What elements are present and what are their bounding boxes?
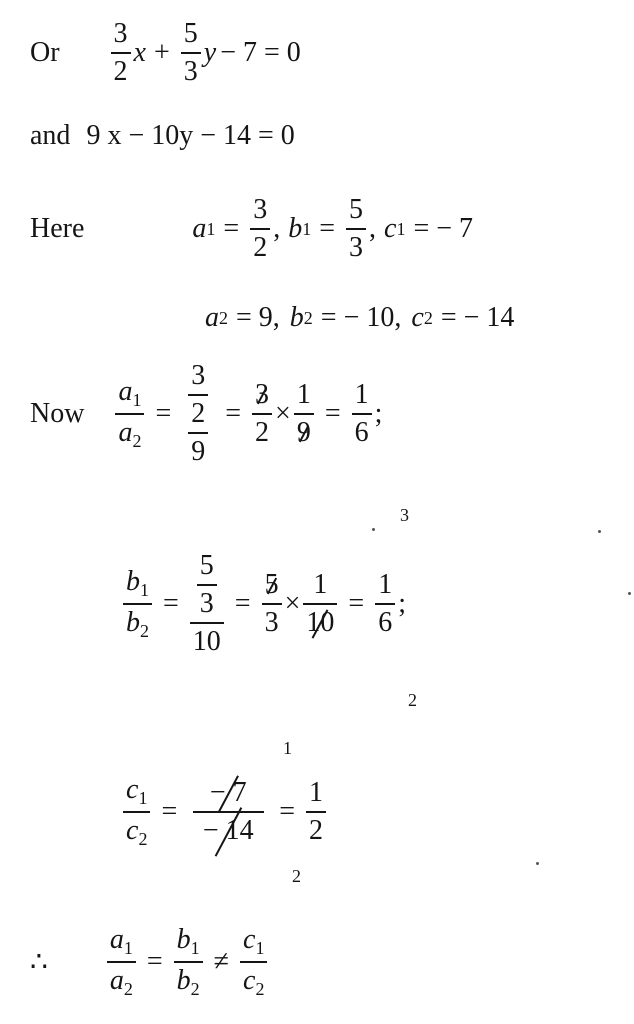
b2-subscript: 2: [303, 307, 313, 328]
cancel-note-b: 2: [408, 690, 417, 710]
result-c: $\frac{1}{2}$: [306, 779, 326, 845]
a1-subscript: 1: [206, 218, 216, 239]
c2-symbol: c: [411, 302, 424, 333]
scan-speck: [628, 592, 631, 595]
coefficients-line-2: [205, 302, 514, 334]
therefore-symbol: ∴: [30, 947, 48, 978]
cancel-note-a: 3: [400, 505, 409, 525]
scan-speck: [372, 528, 375, 531]
equals-sign: =: [225, 398, 242, 429]
multiplier-a-2: $\frac{1}{9}$: [294, 381, 314, 447]
cancel-note-c-top: 1: [283, 738, 292, 758]
equation-line-2: [30, 120, 295, 152]
line-lead-now: Now: [30, 398, 85, 429]
a2-subscript: 2: [219, 307, 228, 328]
b1-subscript: 1: [302, 218, 312, 239]
equals-sign: =: [146, 946, 163, 977]
equals-sign: =: [163, 588, 179, 619]
conclusion-line: [30, 926, 270, 998]
equals-sign: =: [348, 588, 365, 619]
a1-symbol: a: [192, 213, 207, 244]
ratio-c1-c2-final: $\frac{c_1}{c_2}$: [240, 926, 267, 998]
line-lead-or: Or: [30, 37, 60, 68]
result-a: $\frac{1}{6}$: [352, 381, 372, 447]
compound-fraction-b: $\frac{\frac{5}{3}}{10}$: [190, 552, 224, 656]
comma: ,: [369, 213, 376, 244]
b2-symbol: b: [289, 302, 304, 333]
multiplier-b-2: $\frac{1}{10}$: [303, 571, 337, 637]
multiplier-a-1: $\frac{3}{2}$: [252, 381, 272, 447]
comma: ,: [273, 213, 281, 244]
equals-sign: =: [279, 796, 296, 827]
semicolon: ;: [374, 398, 383, 429]
ratio-a1-a2: $\frac{a_1}{a_2}$: [115, 378, 144, 450]
compound-fraction-a: $\frac{\frac{3}{2}}{9}$: [182, 362, 214, 466]
a2-value: = 9,: [236, 302, 280, 333]
scan-speck: [598, 530, 601, 533]
line2-expression: 9 x − 10y − 14 = 0: [86, 120, 295, 151]
ratio-c-line: [120, 776, 329, 848]
ratio-a1-a2-final: $\frac{a_1}{a_2}$: [107, 926, 136, 998]
equals-sign: =: [155, 398, 172, 429]
a2-symbol: a: [205, 302, 219, 333]
not-equal-sign: ≠: [213, 946, 229, 977]
ratio-a-line: [30, 362, 382, 466]
c2-value: = − 14: [440, 302, 515, 333]
equals-sign: =: [161, 796, 178, 827]
fraction-a1: $\frac{3}{2}$: [250, 196, 270, 262]
line1-rest: − 7 = 0: [220, 37, 301, 68]
line-lead-and: and: [30, 120, 71, 151]
times-sign: ×: [284, 588, 301, 619]
cancel-note-c-bottom: 2: [292, 866, 301, 886]
result-b: $\frac{1}{6}$: [375, 571, 395, 637]
var-y: y: [203, 37, 217, 68]
fraction-c-values: $\frac{- 7}{- 14}$: [188, 779, 268, 845]
ratio-b1-b2-final: $\frac{b_1}{b_2}$: [174, 926, 203, 998]
b2-value: = − 10,: [320, 302, 402, 333]
ratio-c1-c2: $\frac{c_1}{c_2}$: [123, 776, 150, 848]
var-x: x: [133, 37, 146, 68]
line-lead-here: Here: [30, 213, 85, 244]
b1-symbol: b: [288, 213, 303, 244]
c1-value: = − 7: [413, 213, 474, 244]
multiplier-b-1: $\frac{5}{3}$: [262, 571, 282, 637]
equals-sign: =: [324, 398, 341, 429]
semicolon: ;: [398, 588, 406, 619]
fraction-b1: $\frac{5}{3}$: [346, 196, 366, 262]
times-sign: ×: [275, 398, 291, 429]
coefficients-line-1: [30, 196, 473, 262]
fraction-3-2: $\frac{3}{2}$: [111, 20, 131, 86]
c2-subscript: 2: [423, 307, 433, 328]
equals-sign: =: [234, 588, 251, 619]
equation-line-1: [30, 20, 301, 86]
plus-sign: +: [153, 37, 170, 68]
equals-sign: =: [319, 213, 335, 244]
c1-symbol: c: [384, 213, 397, 244]
equals-sign: =: [223, 213, 240, 244]
ratio-b1-b2: $\frac{b_1}{b_2}$: [123, 568, 152, 640]
c1-subscript: 1: [396, 218, 406, 239]
ratio-b-line: [120, 552, 406, 656]
fraction-5-3: $\frac{5}{3}$: [181, 20, 201, 86]
scan-speck: [536, 862, 539, 865]
